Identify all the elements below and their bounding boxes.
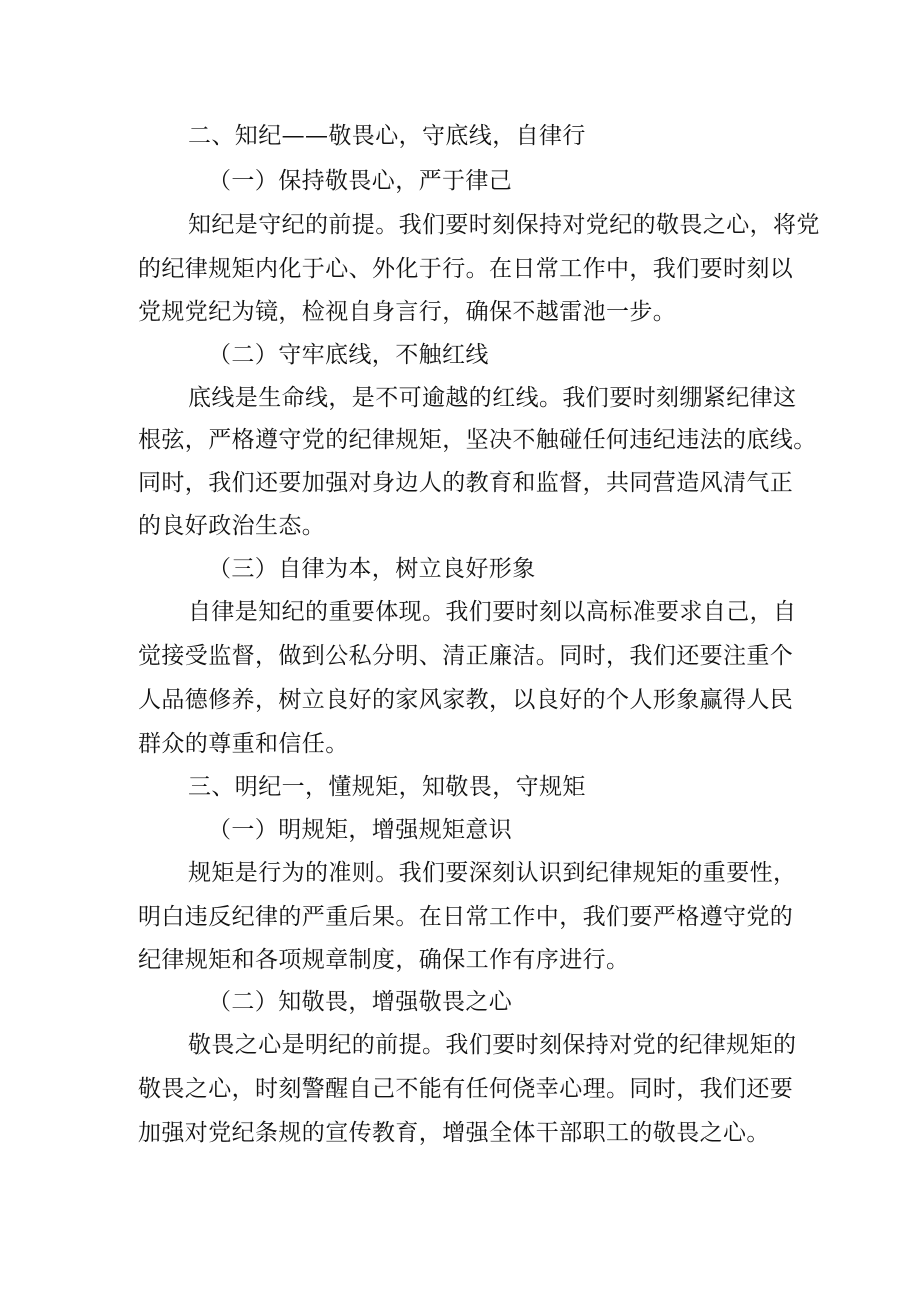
section-heading-3: 三、明纪一，懂规矩，知敬畏，守规矩 [188,774,586,800]
section-heading-2: 二、知纪——敬畏心，守底线，自律行 [188,123,586,149]
paragraph-line: 人品德修养，树立良好的家风家教，以良好的个人形象赢得人民 [138,687,794,713]
paragraph-line: 觉接受监督，做到公私分明、清正廉洁。同时，我们还要注重个 [138,643,794,669]
paragraph-line: 群众的尊重和信任。 [138,731,349,757]
paragraph-line: 根弦，严格遵守党的纪律规矩，坚决不触碰任何违纪违法的底线。 [138,427,817,453]
paragraph-line: 底线是生命线，是不可逾越的红线。我们要时刻绷紧纪律这 [188,385,797,411]
subsection-heading-2-2: （二）守牢底线，不触红线 [208,342,489,368]
paragraph-line: 敬畏之心是明纪的前提。我们要时刻保持对党的纪律规矩的 [188,1032,797,1058]
paragraph-line: 的良好政治生态。 [138,513,326,539]
paragraph-line: 的纪律规矩内化于心、外化于行。在日常工作中，我们要时刻以 [138,256,794,282]
paragraph-line: 明白违反纪律的严重后果。在日常工作中，我们要严格遵守党的 [138,904,794,930]
paragraph-line: 自律是知纪的重要体现。我们要时刻以高标准要求自己，自 [188,599,797,625]
paragraph-line: 同时，我们还要加强对身边人的教育和监督，共同营造风清气正 [138,470,794,496]
paragraph-line: 加强对党纪条规的宣传教育，增强全体干部职工的敬畏之心。 [138,1120,770,1146]
subsection-heading-2-1: （一）保持敬畏心，严于律己 [208,168,513,194]
paragraph-line: 纪律规矩和各项规章制度，确保工作有序进行。 [138,947,630,973]
paragraph-line: 党规党纪为镜，检视自身言行，确保不越雷池一步。 [138,299,677,325]
subsection-heading-2-3: （三）自律为本，树立良好形象 [208,556,536,582]
subsection-heading-3-1: （一）明规矩，增强规矩意识 [208,817,513,843]
paragraph-line: 知纪是守纪的前提。我们要时刻保持对党纪的敬畏之心，将党 [188,212,820,238]
paragraph-line: 规矩是行为的准则。我们要深刻认识到纪律规矩的重要性， [188,860,797,886]
paragraph-line: 敬畏之心，时刻警醒自己不能有任何侥幸心理。同时，我们还要 [138,1076,794,1102]
subsection-heading-3-2: （二）知敬畏，增强敬畏之心 [208,989,513,1015]
